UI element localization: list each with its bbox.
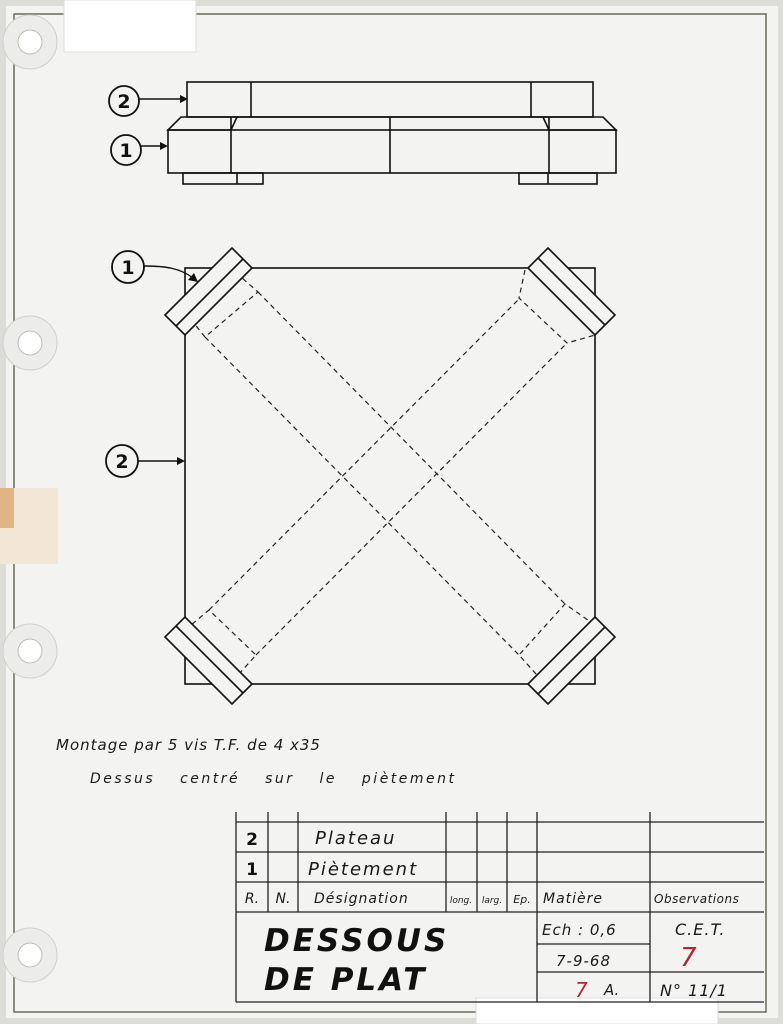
stain-mark xyxy=(0,488,14,528)
header-larg: larg. xyxy=(481,896,503,906)
row-1-number: 1 xyxy=(246,860,258,880)
header-rep: R. xyxy=(244,891,260,907)
callout-label: 2 xyxy=(115,451,129,473)
header-matiere: Matière xyxy=(543,891,604,907)
callout-label: 1 xyxy=(121,257,135,279)
header-observations: Observations xyxy=(654,892,740,906)
school-label: C.E.T. xyxy=(675,920,726,939)
assembly-note: Montage par 5 vis T.F. de 4 x35 xyxy=(56,736,321,754)
scale-label: Ech : 0,6 xyxy=(542,921,617,939)
tape-patch-top xyxy=(64,0,196,52)
header-designation: Désignation xyxy=(314,891,409,907)
sheet-number: N° 11/1 xyxy=(660,981,728,1000)
header-num: N. xyxy=(275,891,291,907)
centering-note: Dessus centré sur le piètement xyxy=(90,771,457,787)
row-2-number: 2 xyxy=(246,830,258,850)
sheet-letter: A. xyxy=(604,981,620,999)
grade-mark-small: 7 xyxy=(575,978,588,1002)
drawing-title-line1: DESSOUS xyxy=(264,923,450,959)
header-ep: Ep. xyxy=(513,893,531,906)
drawing-date: 7-9-68 xyxy=(556,952,611,970)
row-1-designation: Piètement xyxy=(308,859,419,880)
drawing-title-line2: DE PLAT xyxy=(264,962,428,998)
row-2-designation: Plateau xyxy=(315,828,397,849)
header-long: long. xyxy=(449,896,473,906)
grade-mark: 7 xyxy=(680,943,697,973)
callout-label: 1 xyxy=(119,140,133,162)
callout-label: 2 xyxy=(117,91,131,113)
